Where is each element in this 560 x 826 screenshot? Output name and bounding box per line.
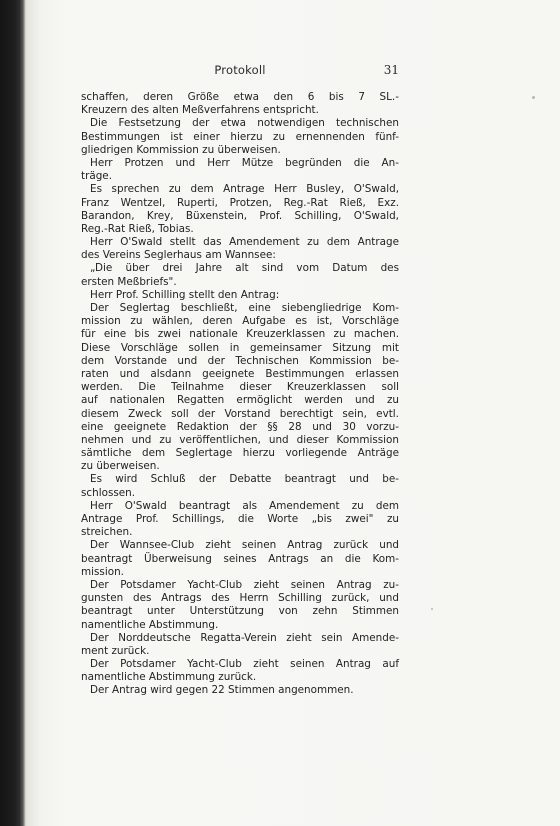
text-line: diesem Zweck soll der Vorstand berechtigt sein, evtl. (81, 407, 399, 420)
text-line: mission. (81, 565, 124, 578)
text-line: namentliche Abstimmung zurück. (81, 671, 257, 684)
book-page (26, 0, 560, 826)
page-number: 31 (383, 63, 399, 77)
text-line: Der Antrag wird gegen 22 Stimmen angenommen. (90, 684, 354, 697)
text-line: gliedrigen Kommission zu überweisen. (81, 143, 281, 156)
text-line: streichen. (81, 526, 133, 539)
text-line: schlossen. (81, 486, 136, 499)
text-line: Es sprechen zu dem Antrage Herr Busley, O'Swald, (90, 183, 399, 196)
text-line: eine geeignete Redaktion der §§ 28 und 30 vorzu- (81, 420, 399, 433)
text-line: „Die über drei Jahre alt sind vom Datum des (90, 262, 399, 275)
text-line: Herr Protzen und Herr Mütze begründen die An- (90, 156, 399, 169)
text-line: Die Festsetzung der etwa notwendigen technischen (90, 117, 399, 130)
paper-speck (431, 608, 433, 610)
text-line: Bestimmungen ist einer hierzu zu ernennenden fünf- (81, 130, 399, 143)
text-line: namentliche Abstimmung. (81, 618, 219, 631)
text-line: zu überweisen. (81, 460, 160, 473)
text-line: beantragt Überweisung seines Antrags an die Kom- (81, 552, 399, 565)
text-line: auf nationalen Regatten ermöglicht werden und zu (81, 394, 399, 407)
text-line: Herr Prof. Schilling stellt den Antrag: (90, 288, 280, 301)
text-line: Der Potsdamer Yacht-Club zieht seinen Antrag zu- (90, 578, 399, 591)
text-line: Franz Wentzel, Ruperti, Protzen, Reg.-Rat Rieß, Exz. (81, 196, 399, 209)
text-line: Diese Vorschläge sollen in gemeinsamer Sitzung mit (81, 341, 399, 354)
text-line: raten und alsdann geeignete Bestimmungen erlassen (81, 367, 399, 380)
text-line: Es wird Schluß der Debatte beantragt und be- (90, 473, 399, 486)
text-line: gunsten des Antrags des Herrn Schilling zurück, und (81, 592, 399, 605)
text-line: sämtliche dem Seglertage hierzu vorliegende Anträge (81, 447, 399, 460)
text-line: Herr O'Swald beantragt als Amendement zu dem (90, 499, 399, 512)
text-line: des Vereins Seglerhaus am Wannsee: (81, 249, 276, 262)
text-line: ersten Meßbriefs". (81, 275, 177, 288)
text-line: Der Seglertag beschließt, eine siebengliedrige Kom- (90, 302, 399, 314)
text-line: Der Norddeutsche Regatta-Verein zieht sein Amende- (90, 631, 399, 644)
header-title: Protokoll (214, 63, 266, 77)
text-line: werden. Die Teilnahme dieser Kreuzerklassen soll (81, 381, 399, 394)
book-binding-edge (0, 0, 26, 826)
text-line: dem Vorstande und der Technischen Kommission be- (81, 354, 399, 367)
text-line: mission zu wählen, deren Aufgabe es ist, Vorschläge (81, 315, 399, 328)
text-line: träge. (81, 170, 113, 183)
body-text (81, 91, 399, 698)
text-line: ment zurück. (81, 644, 150, 657)
text-line: Reg.-Rat Rieß, Tobias. (81, 222, 194, 235)
paper-speck (532, 96, 535, 99)
text-line: schaffen, deren Größe etwa den 6 bis 7 SL.- (81, 91, 399, 103)
text-line: Der Wannsee-Club zieht seinen Antrag zurück und (90, 539, 399, 552)
text-line: beantragt unter Unterstützung von zehn Stimmen (81, 605, 399, 618)
text-line: Antrage Prof. Schillings, die Worte „bis zwei" zu (81, 513, 399, 525)
running-header (81, 63, 399, 81)
text-line: nehmen und zu veröffentlichen, und dieser Kommission (81, 433, 399, 446)
text-line: Herr O'Swald stellt das Amendement zu dem Antrage (90, 236, 399, 249)
text-line: Der Potsdamer Yacht-Club zieht seinen Antrag auf (90, 658, 399, 671)
text-line: für eine bis zwei nationale Kreuzerklassen zu machen. (81, 328, 399, 341)
text-line: Kreuzern des alten Meßverfahrens entspricht. (81, 104, 319, 117)
text-line: Barandon, Krey, Büxenstein, Prof. Schilling, O'Swald, (81, 209, 399, 222)
